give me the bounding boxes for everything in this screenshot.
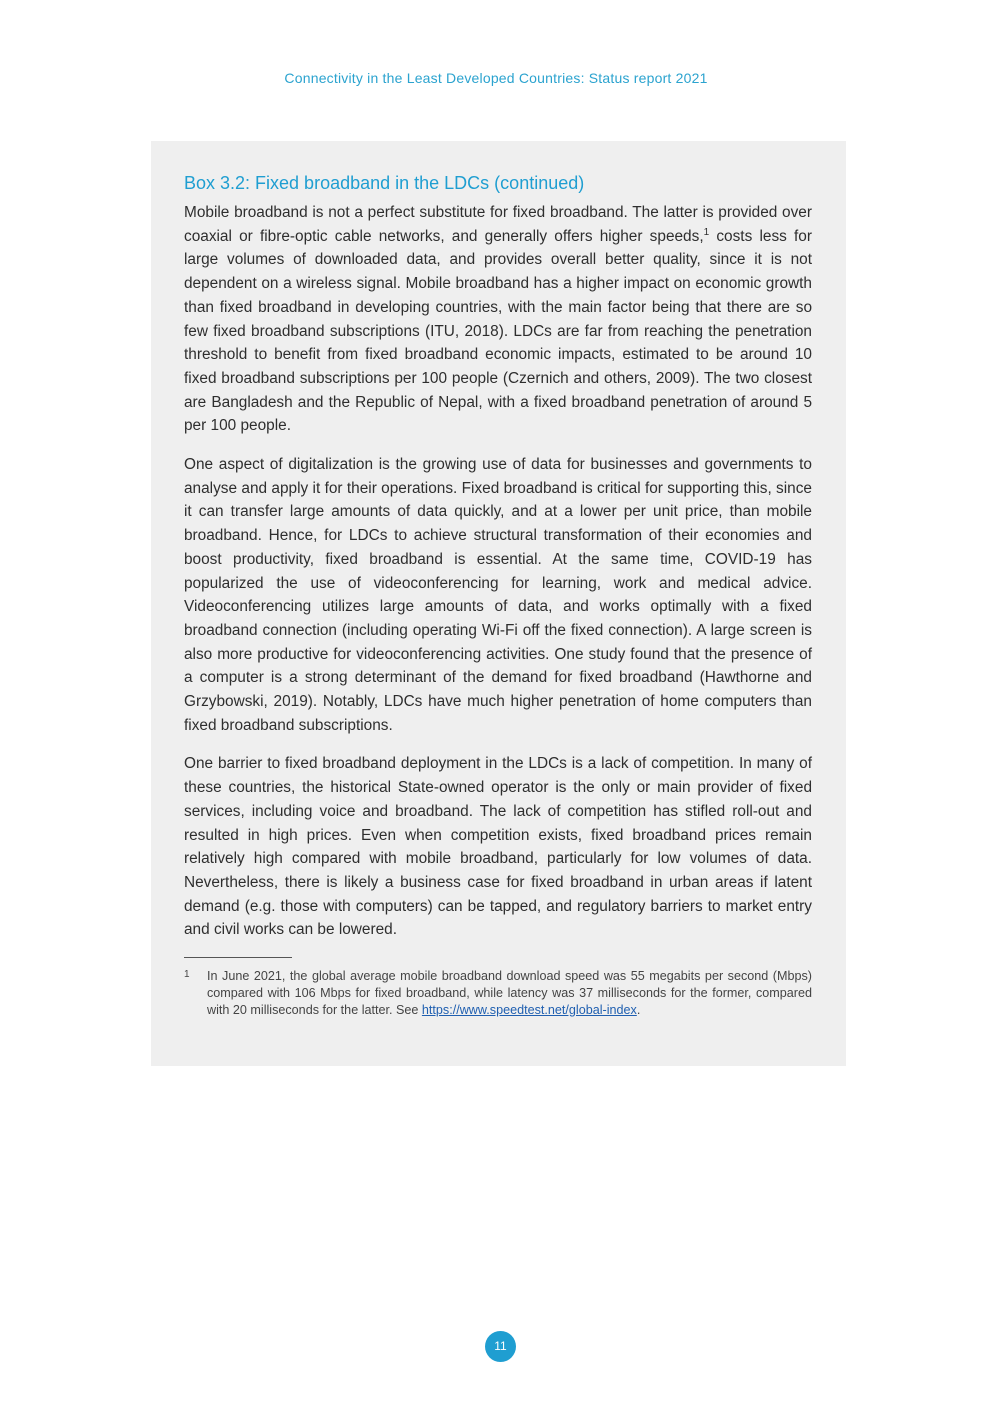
footnote	[184, 968, 812, 1019]
paragraph-1-part-a: Mobile broadband is not a perfect substitute for fixed broadband. The latter is provided over coaxial or fibre-optic cable networks, and generally offers higher speeds,	[184, 204, 812, 245]
box-title: Box 3.2: Fixed broadband in the LDCs (continued)	[184, 173, 585, 193]
paragraph-1-part-b: costs less for large volumes of downloaded data, and provides overall better quality, since it is not dependent on a wireless signal. Mobile broadband has a higher impact on economic growth than fixed broadband in developing countries, with the main factor being that there are so few fixed broadband subscriptions (ITU, 2018). LDCs are far from reaching the penetration threshold to benefit from fixed broadband economic impacts, estimated to be around 10 fixed broadband subscriptions per 100 people (Czernich and others, 2009). The two closest are Bangladesh and the Republic of Nepal, with a fixed broadband penetration of around 5 per 100 people.	[184, 227, 812, 435]
running-header: Connectivity in the Least Developed Countries: Status report 2021	[284, 70, 708, 86]
page-number-badge: 11	[485, 1331, 516, 1362]
footnote-reference[interactable]: 1	[703, 226, 710, 238]
paragraph-2: One aspect of digitalization is the growing use of data for businesses and governments to analyse and apply it for their operations. Fixed broadband is critical for supporting this, since it can transfer large amounts of data quickly, and at a lower per unit price, than mobile broadband. Hence, for LDCs to achieve structural transformation of their economies and boost productivity, fixed broadband is essential. At the same time, COVID-19 has popularized the use of videoconferencing for learning, work and medical advice. Videoconferencing utilizes large amounts of data, and works optimally with a fixed broadband connection (including operating Wi-Fi off the fixed connection). A large screen is also more productive for videoconferencing activities. One study found that the presence of a computer is a strong determinant of the demand for fixed broadband (Hawthorne and Grzybowski, 2019). Notably, LDCs have much higher penetration of home computers than fixed broadband subscriptions.	[184, 456, 812, 734]
footnote-divider	[184, 957, 292, 958]
info-box	[151, 141, 846, 1066]
footnote-mark: 1	[184, 969, 190, 981]
paragraph-3: One barrier to fixed broadband deployment in the LDCs is a lack of competition. In many of these countries, the historical State-owned operator is the only or main provider of fixed services, including voice and broadband. The lack of competition has stifled roll-out and resulted in high prices. Even when competition exists, fixed broadband prices remain relatively high compared with mobile broadband, particularly for low volumes of data. Nevertheless, there is likely a business case for fixed broadband in urban areas if latent demand (e.g. those with computers) can be tapped, and regulatory barriers to market entry and civil works can be lowered.	[184, 755, 812, 939]
footnote-end: .	[636, 1003, 641, 1018]
speedtest-link[interactable]: https://www.speedtest.net/global-index	[421, 1003, 637, 1018]
footnote-text: In June 2021, the global average mobile broadband download speed was 55 megabits per second (Mbps) compared with 106 Mbps for fixed broadband, while latency was 37 milliseconds for the former, compared with 20 milliseconds for the latter. See	[207, 969, 812, 1018]
paragraph-1	[184, 201, 812, 438]
info-box-content	[184, 171, 812, 1019]
